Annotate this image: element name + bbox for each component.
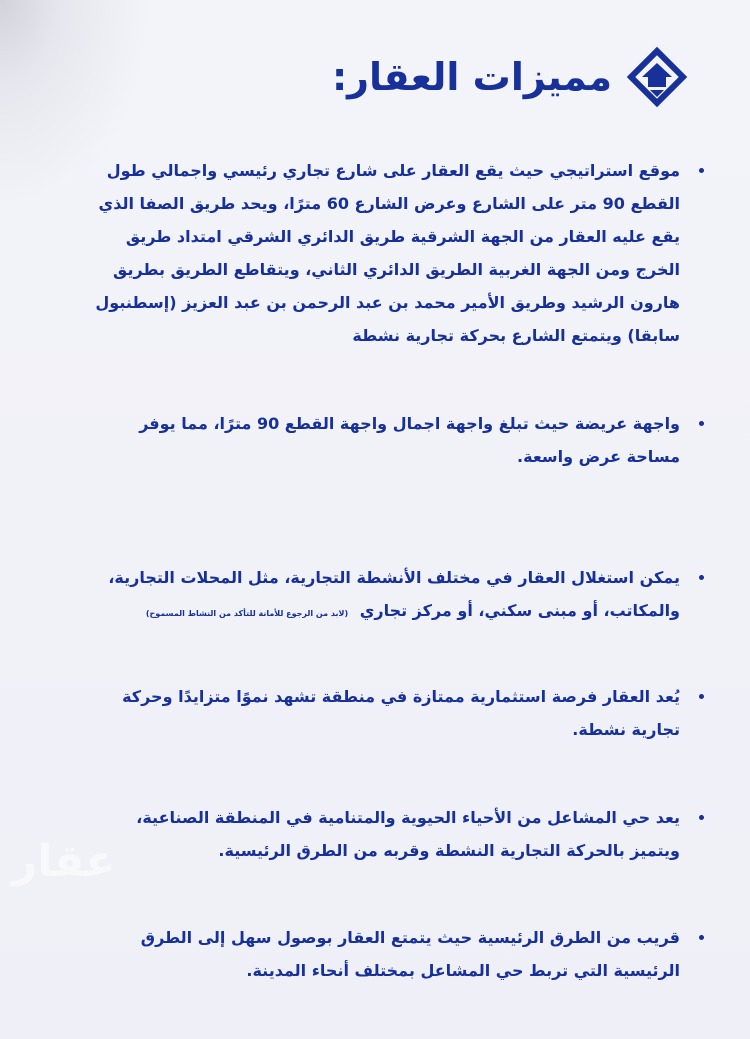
feature-item-district bbox=[86, 801, 680, 867]
feature-item-investment bbox=[86, 680, 680, 746]
feature-item-roads bbox=[86, 921, 680, 987]
bullet-dot-icon bbox=[699, 935, 704, 940]
feature-text: واجهة عريضة حيث تبلغ واجهة اجمال واجهة القطع 90 مترًا، مما يوفر مساحة عرض واسعة. bbox=[139, 414, 680, 466]
feature-note: (لابد من الرجوع للأمانة للتأكد من النشاط المسموح) bbox=[145, 609, 349, 618]
bullet-dot-icon bbox=[699, 575, 704, 580]
feature-item-usage bbox=[86, 561, 680, 627]
page-title: مميزات العقار: bbox=[331, 55, 612, 99]
feature-text: قريب من الطرق الرئيسية حيث يتمتع العقار بوصول سهل إلى الطرق الرئيسية التي تربط حي المشاعل بمختلف أنحاء المدينة. bbox=[140, 928, 680, 980]
feature-text: يُعد العقار فرصة استثمارية ممتازة في منطقة تشهد نموًا متزايدًا وحركة تجارية نشطة. bbox=[122, 687, 680, 739]
diamond-house-logo-icon bbox=[626, 46, 688, 108]
feature-item-location bbox=[86, 154, 680, 352]
bullet-dot-icon bbox=[699, 168, 704, 173]
bullet-dot-icon bbox=[699, 815, 704, 820]
feature-text: يعد حي المشاعل من الأحياء الحيوية والمتنامية في المنطقة الصناعية، ويتميز بالحركة التجارية النشطة وقربه من الطرق الرئيسية. bbox=[136, 808, 680, 860]
feature-item-frontage bbox=[86, 407, 680, 473]
feature-text: يمكن استغلال العقار في مختلف الأنشطة التجارية، مثل المحلات التجارية، والمكاتب، أو مبنى سكني، أو مركز تجاري bbox=[108, 568, 680, 620]
bullet-dot-icon bbox=[699, 694, 704, 699]
aqar-watermark: عقار bbox=[12, 836, 116, 887]
page-header bbox=[332, 46, 688, 108]
bullet-dot-icon bbox=[699, 421, 704, 426]
feature-text: موقع استراتيجي حيث يقع العقار على شارع تجاري رئيسي واجمالي طول القطع 90 متر على الشارع وعرض الشارع 60 مترًا، ويحد طريق الصفا الذي يقع عليه العقار من الجهة الشرقية طريق الدائري الشرقي امتداد طريق الخرج ومن الجهة الغربية الطريق الدائري الثاني، ويتقاطع الطريق بطريق هارون الرشيد وطريق الأمير محمد بن عبد الرحمن بن عبد العزيز (إسطنبول سابقا) ويتمتع الشارع بحركة تجارية نشطة bbox=[95, 161, 680, 345]
